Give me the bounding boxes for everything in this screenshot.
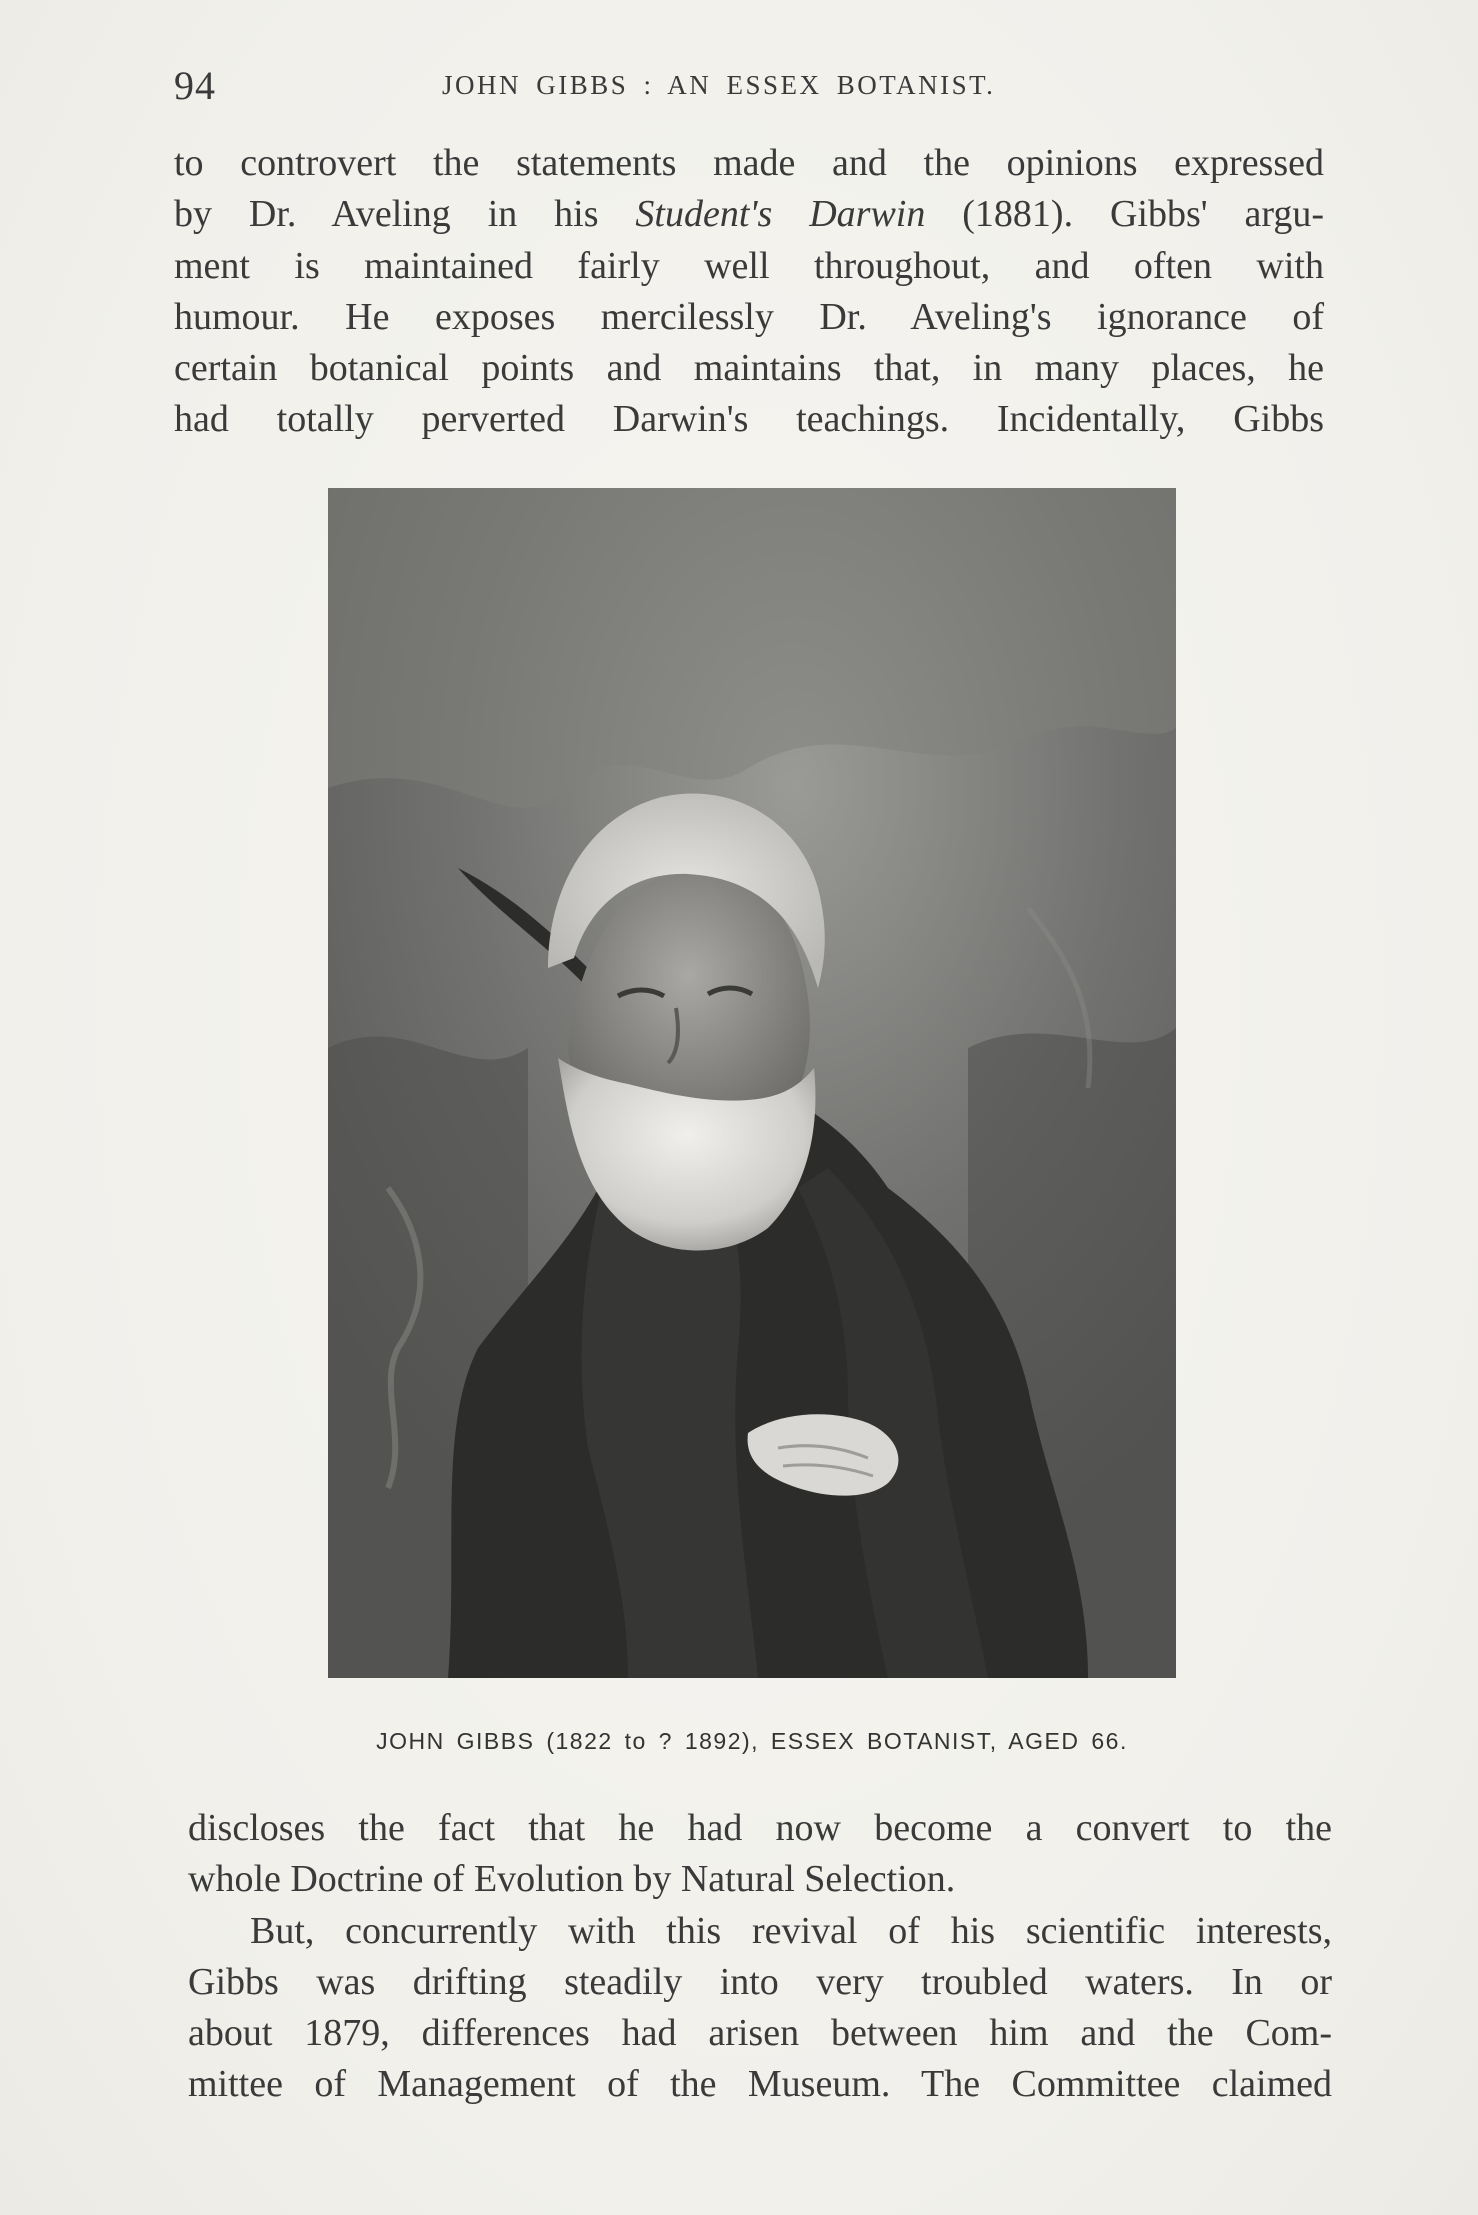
text-line: to controvert the statements made and the opinions expressed — [174, 142, 1324, 184]
text-span: (1881). Gibbs' argu- — [925, 193, 1324, 236]
portrait-photograph — [328, 488, 1176, 1678]
bottom-paragraph — [188, 1803, 1332, 2111]
text-line: certain botanical points and maintains that, in many places, he — [174, 347, 1324, 390]
running-title: JOHN GIBBS : AN ESSEX BOTANIST. — [442, 70, 996, 100]
text-line: humour. He exposes mercilessly Dr. Aveling's ignorance of — [174, 295, 1324, 338]
text-line: had totally perverted Darwin's teachings. Incidentally, Gibbs — [174, 398, 1324, 441]
top-paragraph — [174, 138, 1324, 446]
book-title-italic: Student's Darwin — [635, 193, 926, 236]
text-line: discloses the fact that he had now become a convert to the — [188, 1807, 1332, 1849]
running-head — [174, 62, 1324, 122]
text-line: whole Doctrine of Evolution by Natural Selection. — [188, 1858, 956, 1901]
text-line: about 1879, differences had arisen between him and the Com- — [188, 2012, 1332, 2055]
portrait-drawing — [328, 488, 1176, 1678]
photo-caption: JOHN GIBBS (1822 to ? 1892), ESSEX BOTANIST, AGED 66. — [376, 1728, 1128, 1754]
text-line: But, concurrently with this revival of his scientific interests, — [250, 1909, 1332, 1952]
text-line: ment is maintained fairly well throughout, and often with — [174, 244, 1324, 287]
text-line — [174, 189, 1324, 240]
text-line: Gibbs was drifting steadily into very troubled waters. In or — [188, 1960, 1332, 2003]
page-number: 94 — [174, 63, 216, 108]
text-line: mittee of Management of the Museum. The Committee claimed — [188, 2063, 1332, 2106]
text-span: by Dr. Aveling in his — [174, 193, 636, 236]
